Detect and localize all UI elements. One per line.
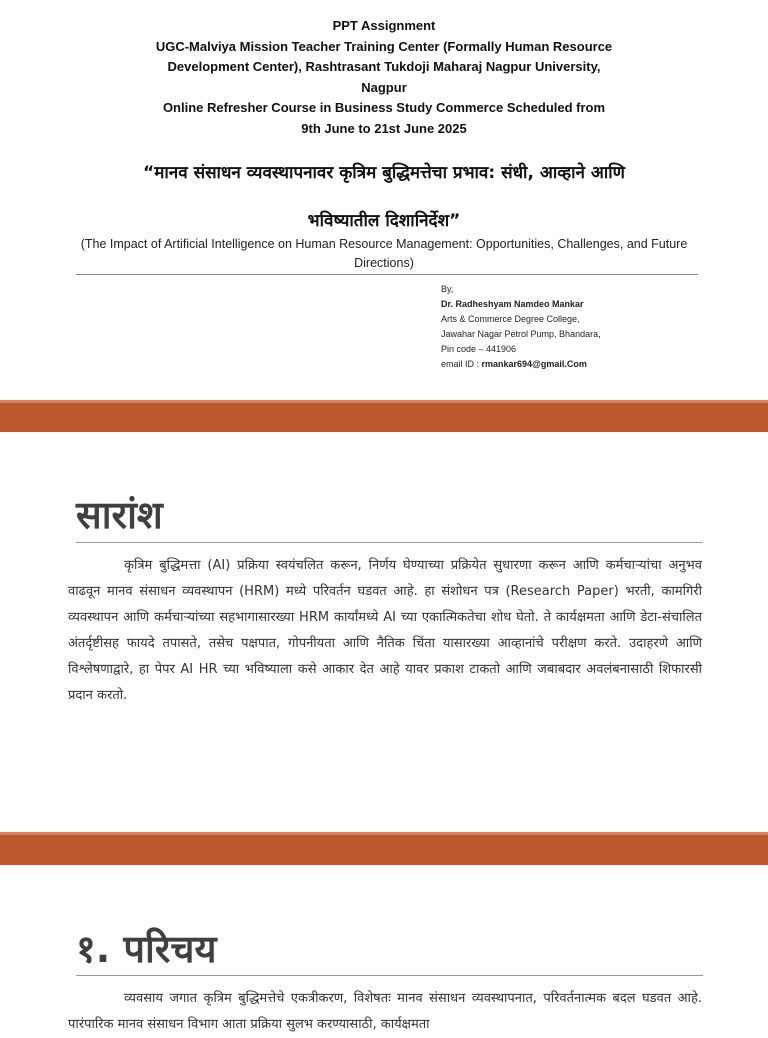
marathi-title-line-1: “मानव संसाधन व्यवस्थापनावर कृत्रिम बुद्धिमत्तेचा प्रभाव: संधी, आव्हाने आणि — [143, 163, 625, 183]
author-email: rmankar694@gmail.Com — [481, 359, 587, 369]
header-line: 9th June to 21st June 2025 — [301, 120, 467, 136]
section-heading-introduction: १. परिचय — [76, 927, 217, 971]
title-divider — [76, 274, 698, 275]
assignment-header — [0, 16, 768, 139]
section-heading-abstract: सारांश — [76, 493, 163, 537]
author-pin: Pin code – 441906 — [441, 344, 517, 354]
english-title: (The Impact of Artificial Intelligence on Human Resource Management: Opportunities, Challenges, and Future Directions) — [80, 237, 688, 270]
email-label: email ID : — [441, 359, 482, 369]
introduction-paragraph: व्यवसाय जगात कृत्रिम बुद्धिमत्तेचे एकत्रीकरण, विशेषतः मानव संसाधन व्यवस्थापनात, परिवर्तनात्मक बदल घडवत आहे. पारंपारिक मानव संसाधन विभाग आता प्रक्रिया सुलभ करण्यासाठी, कार्यक्षमता — [68, 991, 702, 1032]
header-line: PPT Assignment — [332, 18, 436, 33]
author-by: By, — [441, 284, 454, 294]
author-block — [441, 282, 601, 372]
heading-underline — [76, 542, 703, 543]
slide-divider-band — [0, 400, 768, 432]
header-line: Online Refresher Course in Business Study Commerce Scheduled from — [162, 100, 606, 115]
author-address: Jawahar Nagar Petrol Pump, Bhandara, — [441, 329, 601, 339]
header-line: UGC-Malviya Mission Teacher Training Center (Formally Human Resource — [155, 38, 613, 54]
heading-underline — [76, 975, 703, 976]
slide-divider-band — [0, 832, 768, 865]
header-line: Nagpur — [361, 79, 407, 95]
author-college: Arts & Commerce Degree College, — [441, 314, 580, 324]
abstract-paragraph: कृत्रिम बुद्धिमत्ता (AI) प्रक्रिया स्वयंचलित करून, निर्णय घेण्याच्या प्रक्रियेत सुधारणा करून आणि कर्मचाऱ्यांचा अनुभव वाढवून मानव संसाधन व्यवस्थापन (HRM) मध्ये परिवर्तन घडवत आहे. हा संशोधन पत्र (Research Paper) भरती, कामगिरी व्यवस्थापन आणि कर्मचाऱ्यांच्या सहभागासारख्या HRM कार्यांमध्ये AI च्या एकात्मिकतेचा शोध घेतो. ते कार्यक्षमता आणि डेटा-संचालित अंतर्दृष्टीसह फायदे तपासते, तसेच पक्षपात, गोपनीयता आणि नैतिक चिंता यासारख्या आव्हानांचे परीक्षण करते. उदाहरणे आणि विश्लेषणाद्वारे, हा पेपर AI HR च्या भविष्याला कसे आकार देत आहे यावर प्रकाश टाकतो आणि जबाबदार अवलंबनासाठी शिफारसी प्रदान करतो. — [68, 558, 702, 703]
header-line: Development Center), Rashtrasant Tukdoji Maharaj Nagpur University, — [167, 59, 601, 74]
author-name: Dr. Radheshyam Namdeo Mankar — [441, 299, 584, 309]
author-email-row — [441, 357, 601, 372]
marathi-title-line-2: भविष्यातील दिशानिर्देश” — [307, 211, 461, 231]
